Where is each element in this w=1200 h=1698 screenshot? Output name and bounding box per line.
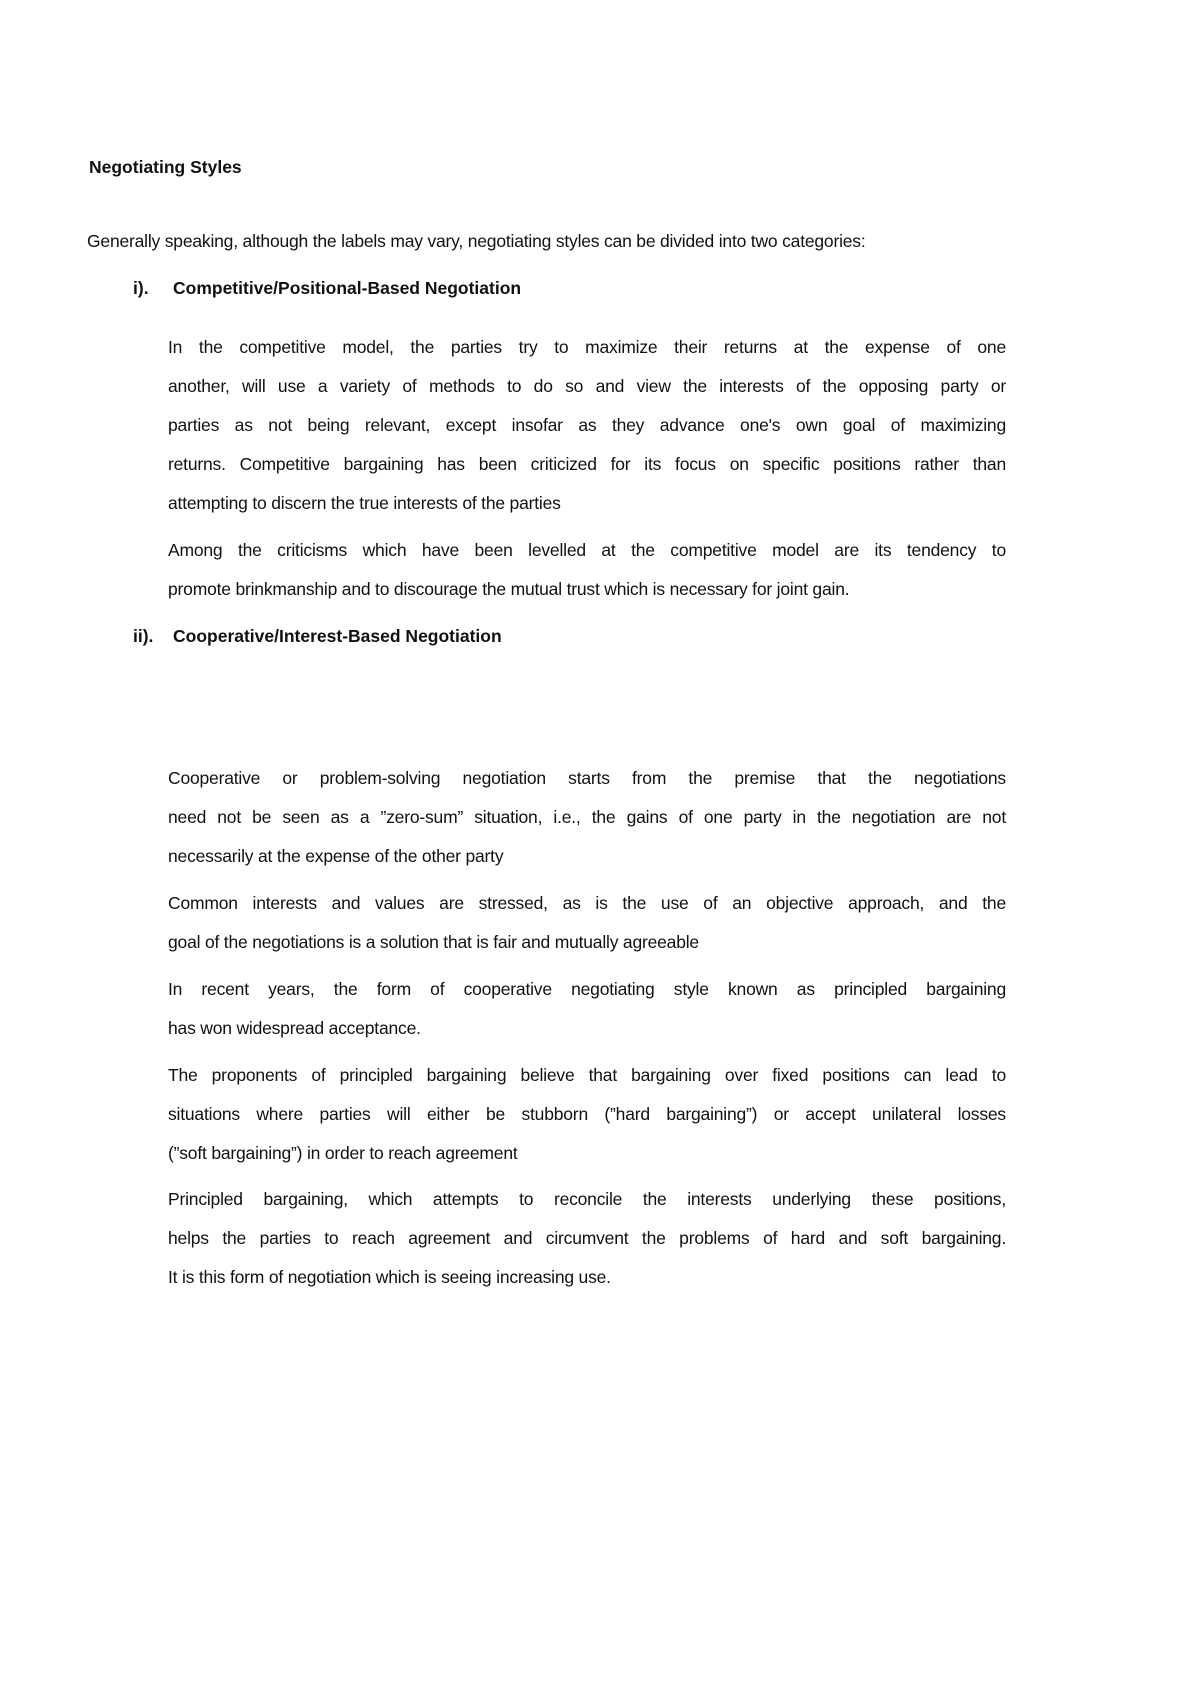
section-heading-competitive [133, 269, 521, 308]
paragraph [168, 1180, 1006, 1297]
paragraph-line: need not be seen as a ”zero-sum” situation, i.e., the gains of one party in the negotiation are not [168, 807, 1006, 827]
section-heading-text: Cooperative/Interest-Based Negotiation [173, 626, 502, 646]
document-title: Negotiating Styles [89, 157, 242, 177]
intro-paragraph: Generally speaking, although the labels may vary, negotiating styles can be divided into two categories: [87, 231, 866, 251]
paragraph [168, 884, 1006, 962]
paragraph-line: necessarily at the expense of the other party [168, 846, 504, 866]
section-number: i). [133, 278, 149, 298]
paragraph [168, 531, 1006, 609]
paragraph-line: Cooperative or problem-solving negotiation starts from the premise that the negotiations [168, 768, 1006, 788]
paragraph-line: The proponents of principled bargaining believe that bargaining over fixed positions can lead to [168, 1065, 1006, 1085]
paragraph-line: returns. Competitive bargaining has been criticized for its focus on specific positions rather than [168, 454, 1006, 474]
section-number: ii). [133, 626, 154, 646]
paragraph [168, 1056, 1006, 1173]
section-heading-text: Competitive/Positional-Based Negotiation [173, 278, 522, 298]
paragraph-line: In the competitive model, the parties try to maximize their returns at the expense of one [168, 337, 1006, 357]
paragraph [168, 759, 1006, 876]
section-heading-cooperative [133, 617, 502, 656]
paragraph-line: situations where parties will either be stubborn (”hard bargaining”) or accept unilateral losses [168, 1104, 1006, 1124]
paragraph-line: attempting to discern the true interests of the parties [168, 493, 561, 513]
paragraph [168, 328, 1006, 523]
paragraph-line: goal of the negotiations is a solution that is fair and mutually agreeable [168, 932, 699, 952]
paragraph-line: In recent years, the form of cooperative negotiating style known as principled bargaining [168, 979, 1006, 999]
paragraph-line: another, will use a variety of methods to do so and view the interests of the opposing party or [168, 376, 1006, 396]
paragraph [168, 970, 1006, 1048]
paragraph-line: (”soft bargaining”) in order to reach agreement [168, 1143, 518, 1163]
paragraph-line: has won widespread acceptance. [168, 1018, 421, 1038]
paragraph-line: helps the parties to reach agreement and circumvent the problems of hard and soft bargaining. [168, 1228, 1006, 1248]
paragraph-line: It is this form of negotiation which is seeing increasing use. [168, 1267, 611, 1287]
paragraph-line: parties as not being relevant, except insofar as they advance one's own goal of maximizing [168, 415, 1006, 435]
paragraph-line: Common interests and values are stressed, as is the use of an objective approach, and the [168, 893, 1006, 913]
paragraph-line: Among the criticisms which have been levelled at the competitive model are its tendency to [168, 540, 1006, 560]
paragraph-line: Principled bargaining, which attempts to reconcile the interests underlying these positions, [168, 1189, 1006, 1209]
paragraph-line: promote brinkmanship and to discourage the mutual trust which is necessary for joint gain. [168, 579, 850, 599]
